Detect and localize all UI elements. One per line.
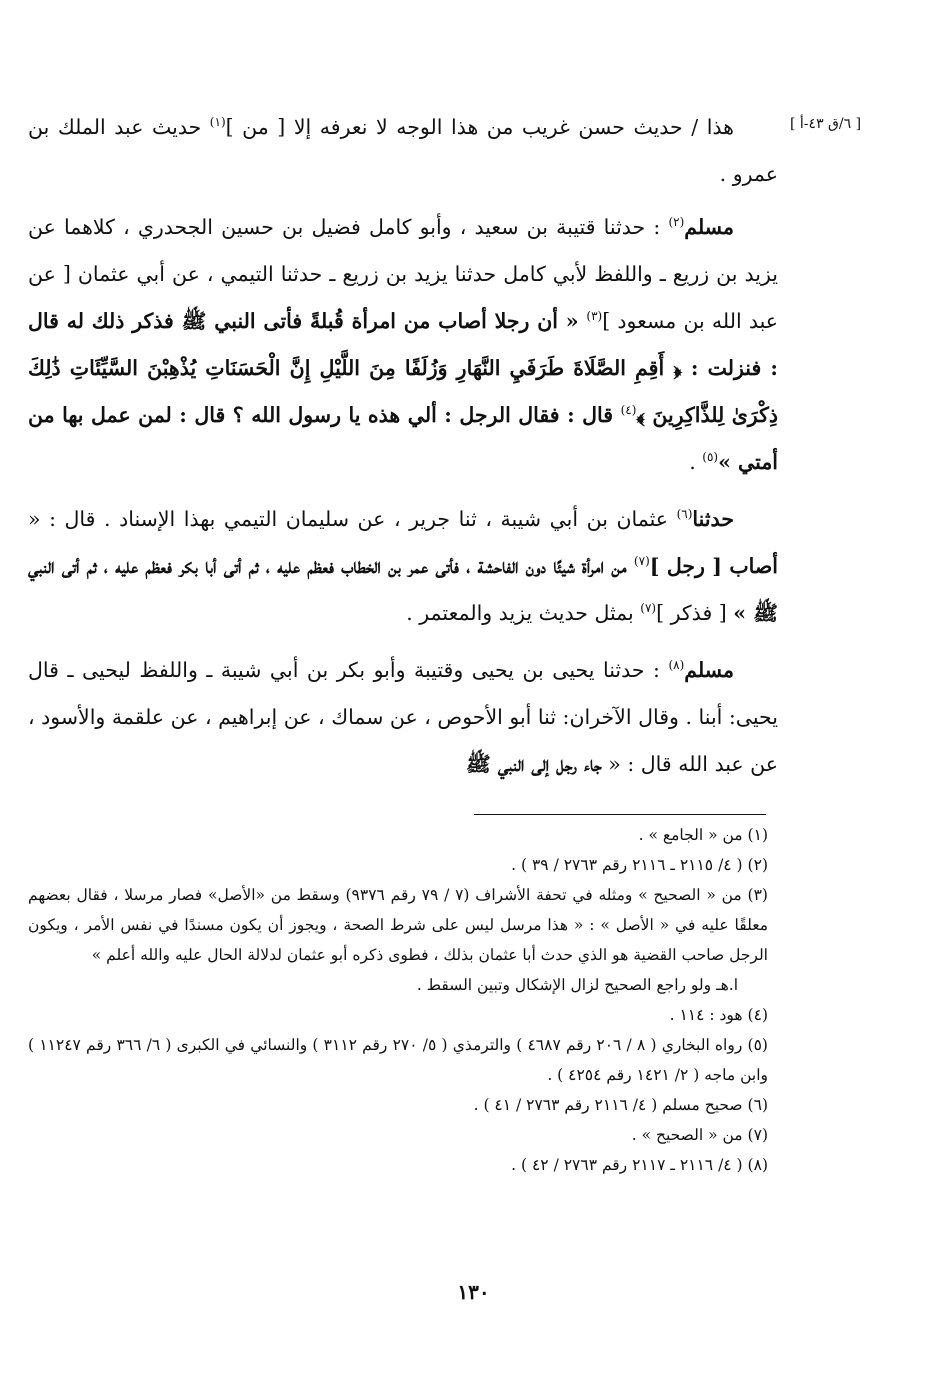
hadith-text-bold: مسلم [684, 658, 734, 682]
hadith-text-bold: مسلم [684, 215, 734, 239]
footnote [28, 1030, 768, 1090]
footnote-number: (٤) [747, 1006, 768, 1024]
hadith-text-bold: حدثنا [692, 507, 734, 531]
footnotes-section [28, 820, 768, 1180]
narration-text: : حدثنا يحيى بن يحيى وقتيبة وأبو بكر بن أبي شيبة ـ واللفظ ليحيى ـ قال يحيى: أبنا . وقال الآخران: ثنا أبو الأحوص ، عن سماك ، عن إبراهيم ، عن علقمة والأسود ، عن عبد الله قال : « [28, 658, 778, 776]
footnote-marker: (٢) [668, 215, 685, 230]
footnote-number: (٣) [747, 886, 768, 904]
footnote-number: (٦) [747, 1096, 768, 1114]
narration-text: . [689, 450, 703, 474]
hadith-text-bold: من امرأة شيئًا دون الفاحشة ، فأتى عمر بن الخطاب فعظم عليه ، ثم أتى أبا بكر فعظم عليه ، ثم أتى النبي ﷺ » [28, 554, 778, 625]
hadith-body-text [28, 104, 778, 798]
footnote [28, 820, 768, 850]
footnote-marker: (٣) [586, 309, 603, 324]
paragraph [28, 104, 778, 198]
footnote-text: رواه البخاري ( ٨ / ٢٠٦ رقم ٤٦٨٧ ) والترمذي ( ٥/ ٢٧٠ رقم ٣١١٢ ) والنسائي في الكبرى ( ٦/ ٣٦٦ رقم ١١٢٤٧ ) وابن ماجه ( ٢/ ١٤٢١ رقم ٤٢٥٤ ) . [28, 1036, 768, 1084]
footnote [28, 1150, 768, 1180]
footnote [28, 1000, 768, 1030]
footnote [28, 1120, 768, 1150]
hadith-text-bold: جاء رجل إلى النبي ﷺ [465, 752, 602, 776]
footnote-text: ا.هـ ولو راجع الصحيح لزال الإشكال وتبين السقط . [416, 976, 738, 994]
footnote-text: من « الصحيح » ومثله في تحفة الأشراف (٧ / ٧٩ رقم ٩٣٧٦) وسقط من «الأصل» فصار مرسلا ، فقال بعضهم معلقًا عليه في « الأصل » : « هذا مرسل ليس على شرط الصحة ، ويجوز أن يكون مسندًا في نفس الأمر ، ويكون الرجل صاحب القضية هو الذي حدث أبا عثمان بذلك ، فطوى ذكره أبو عثمان لدلالة الحال عليه والله أعلم » [28, 886, 768, 964]
footnote-number: (٧) [747, 1126, 768, 1144]
page-number: ١٣٠ [457, 1280, 490, 1304]
footnote [28, 850, 768, 880]
footnote-text: ( ٤/ ٢١١٦ ـ ٢١١٧ رقم ٢٧٦٣ / ٤٢ ) . [511, 1156, 743, 1174]
hadith-text-bold: « أن رجلا أصاب من امرأة قُبلةً فأتى النبي ﷺ فذكر ذلك له قال : فنزلت : ﴿ أَقِمِ الصَّلَاةَ طَرَفَيِ النَّهَارِ وَزُلَفًا مِنَ اللَّيْلِ إِنَّ الْحَسَنَاتِ يُذْهِبْنَ السَّيِّئَاتِ ذَٰلِكَ ذِكْرَىٰ لِلذَّاكِرِينَ ﴾ [28, 309, 778, 427]
footnote-marker: (٦) [676, 507, 693, 522]
narration-text: هذا / حديث حسن غريب من هذا الوجه لا نعرفه إلا [ من ] [225, 115, 734, 139]
hadith-text-bold: قال : فقال الرجل : ألي هذه يا رسول الله ؟ قال : لمن عمل بها من أمتي » [28, 403, 778, 474]
paragraph [28, 204, 778, 486]
footnote-separator [474, 814, 766, 815]
footnote-number: (١) [747, 826, 768, 844]
hadith-text-bold: أصاب [ رجل ] [649, 554, 778, 578]
narration-text: : حدثنا قتيبة بن سعيد ، وأبو كامل فضيل بن حسين الجحدري ، كلاهما عن يزيد بن زريع ـ واللفظ لأبي كامل حدثنا يزيد بن زريع ـ حدثنا التيمي ، عن أبي عثمان [ عن عبد الله بن مسعود ] [28, 215, 778, 333]
paragraph [28, 496, 778, 637]
footnote-text: ( ٤/ ٢١١٥ ـ ٢١١٦ رقم ٢٧٦٣ / ٣٩ ) . [511, 856, 743, 874]
narration-text: بمثل حديث يزيد والمعتمر . [406, 601, 641, 625]
footnote-marker: (٧) [633, 554, 650, 569]
footnote-text: هود : ١١٤ . [669, 1006, 743, 1024]
footnote [28, 880, 768, 970]
narration-text: حديث عبد الملك بن عمرو . [28, 115, 778, 186]
footnote-marker: (٤) [620, 403, 637, 418]
footnote-text: من « الجامع » . [638, 826, 743, 844]
manuscript-margin-reference: [ ٦/ق ٤٣-أ ] [790, 116, 862, 132]
footnote-number: (٨) [747, 1156, 768, 1174]
footnote-text: من « الصحيح » . [631, 1126, 743, 1144]
footnote-number: (٢) [747, 856, 768, 874]
footnote-text: صحيح مسلم ( ٤/ ٢١١٦ رقم ٢٧٦٣ / ٤١ ) . [473, 1096, 743, 1114]
footnote-marker: (٧) [640, 601, 657, 616]
narration-text: عثمان بن أبي شيبة ، ثنا جرير ، عن سليمان التيمي بهذا الإسناد . قال : « [28, 507, 677, 531]
footnote [28, 970, 768, 1000]
footnote-marker: (٨) [668, 658, 685, 673]
footnote-marker: (٥) [702, 450, 719, 465]
narration-text: [ فذكر ] [656, 601, 734, 625]
footnote-marker: (١) [209, 115, 226, 130]
footnote-number: (٥) [747, 1036, 768, 1054]
footnote [28, 1090, 768, 1120]
paragraph [28, 647, 778, 788]
